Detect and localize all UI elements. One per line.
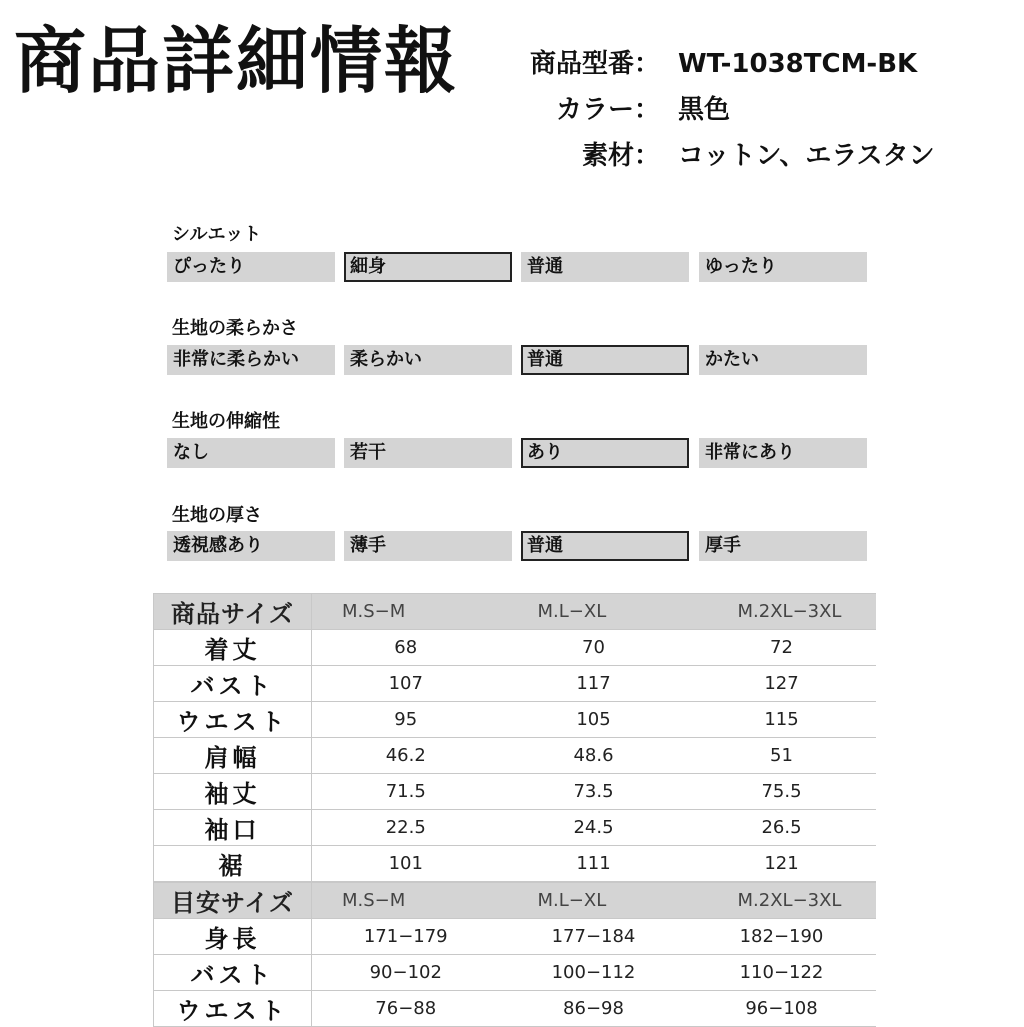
table-header-row [154,883,876,919]
attribute-label: シルエット [172,224,262,245]
table-cell: 86−98 [500,991,688,1027]
table-cell: 26.5 [688,810,876,846]
row-label: 袖丈 [154,774,312,810]
row-label: バスト [154,955,312,991]
attribute-option: 柔らかい [344,345,512,375]
attribute-option: 普通 [521,252,689,282]
row-label: 袖口 [154,810,312,846]
guide-size-table [153,882,876,1027]
table-cell: 96−108 [688,991,876,1027]
product-size-table [153,593,876,882]
attribute-option: 非常に柔らかい [167,345,335,375]
attribute-option: 透視感あり [167,531,335,561]
column-header: M.S−M [312,594,500,630]
attribute-option-selected: 普通 [521,531,689,561]
table-cell: 111 [500,846,688,882]
column-header: M.2XL−3XL [688,594,876,630]
attribute-option: ゆったり [699,252,867,282]
table-cell: 70 [500,630,688,666]
column-header: M.L−XL [500,883,688,919]
table-cell: 171−179 [312,919,500,955]
table-cell: 105 [500,702,688,738]
page-title: 商品詳細情報 [14,19,459,103]
spec-key: 素材： [581,141,660,171]
row-label: 裾 [154,846,312,882]
table-cell: 76−88 [312,991,500,1027]
spec-key: 商品型番： [529,49,660,79]
attribute-label: 生地の柔らかさ [172,318,298,339]
table-cell: 72 [688,630,876,666]
table-cell: 100−112 [500,955,688,991]
table-row [154,666,876,702]
table-row [154,774,876,810]
table-cell: 46.2 [312,738,500,774]
table-cell: 24.5 [500,810,688,846]
row-label: 身長 [154,919,312,955]
table-cell: 107 [312,666,500,702]
table-cell: 22.5 [312,810,500,846]
column-header: M.L−XL [500,594,688,630]
table-cell: 182−190 [688,919,876,955]
table-cell: 68 [312,630,500,666]
table-cell: 121 [688,846,876,882]
spec-value: WT-1038TCM-BK [678,49,918,79]
attribute-option: 若干 [344,438,512,468]
table-row [154,630,876,666]
table-row [154,991,876,1027]
table-cell: 127 [688,666,876,702]
spec-key: カラー： [555,95,660,125]
table-cell: 90−102 [312,955,500,991]
table-row [154,955,876,991]
table-row [154,702,876,738]
attribute-option: 薄手 [344,531,512,561]
row-label: 肩幅 [154,738,312,774]
table-cell: 115 [688,702,876,738]
attribute-option-selected: 普通 [521,345,689,375]
attribute-option: なし [167,438,335,468]
table-row [154,919,876,955]
attribute-option: 非常にあり [699,438,867,468]
attribute-option: ぴったり [167,252,335,282]
attribute-label: 生地の伸縮性 [172,411,280,432]
row-label: 着丈 [154,630,312,666]
attribute-option: 厚手 [699,531,867,561]
column-header: M.S−M [312,883,500,919]
attribute-option-selected: 細身 [344,252,512,282]
table-header-row [154,594,876,630]
table-row [154,846,876,882]
table-cell: 117 [500,666,688,702]
table-cell: 48.6 [500,738,688,774]
table-row [154,738,876,774]
table-cell: 177−184 [500,919,688,955]
table-cell: 73.5 [500,774,688,810]
spec-value: コットン、エラスタン [678,141,935,171]
table-cell: 71.5 [312,774,500,810]
table-cell: 110−122 [688,955,876,991]
table-cell: 51 [688,738,876,774]
row-label: ウエスト [154,702,312,738]
column-header: M.2XL−3XL [688,883,876,919]
row-label: バスト [154,666,312,702]
table-cell: 101 [312,846,500,882]
attribute-label: 生地の厚さ [172,505,262,526]
table-cell: 95 [312,702,500,738]
row-label: ウエスト [154,991,312,1027]
spec-value: 黒色 [678,95,731,125]
attribute-option: かたい [699,345,867,375]
table-cell: 75.5 [688,774,876,810]
table-header-label: 商品サイズ [154,594,312,630]
table-row [154,810,876,846]
attribute-option-selected: あり [521,438,689,468]
table-header-label: 目安サイズ [154,883,312,919]
